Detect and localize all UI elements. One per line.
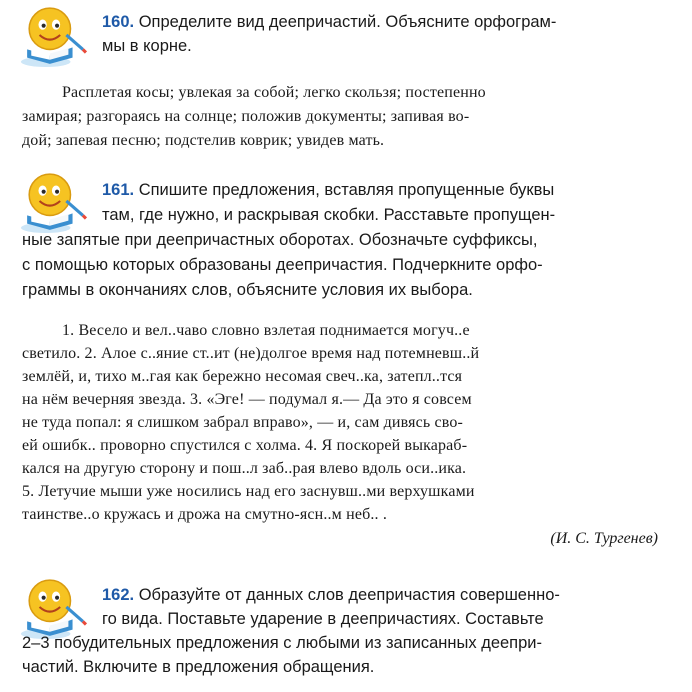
text-line: не туда попал: я слишком забрал вправо», — и, сам дивясь сво- <box>22 414 463 431</box>
task-line: там, где нужно, и раскрывая скобки. Расставьте пропущен- <box>102 206 556 224</box>
task-line: с помощью которых образованы деепричастия. Подчеркните орфо- <box>22 256 543 274</box>
text-line: кался на другую сторону и пош..л заб..рая влево вдоль оси..ика. <box>22 460 467 477</box>
task-line: 160. Определите вид деепричастий. Объясните орфограм- <box>102 13 557 31</box>
text-line: 1. Весело и вел..чаво словно взлетая поднимается могуч..е <box>62 322 470 339</box>
text-line: таинстве..о кружась и дрожа на смутно-ясн..м неб.. . <box>22 506 387 523</box>
text-line: дой; запевая песню; подстелив коврик; увидев мать. <box>22 132 385 149</box>
exercise-number: 161 <box>102 181 130 199</box>
text-line: на нём вечерняя звезда. 3. «Эге! — подумал я.— Да это я совсем <box>22 391 472 408</box>
task-line: граммы в окончаниях слов, объясните условия их выбора. <box>22 281 473 299</box>
task-line: мы в корне. <box>102 37 192 55</box>
task-line: го вида. Поставьте ударение в деепричастиях. Составьте <box>102 610 544 628</box>
text-line: светило. 2. Алое с..яние ст..ит (не)долгое время над потемневш..й <box>22 345 480 362</box>
smiling-sun-reading-icon <box>18 170 92 234</box>
task-line: 2–3 побудительных предложения с любыми из записанных деепри- <box>22 634 543 652</box>
text-line: ей ошибк.. проворно спустился с холма. 4. Я поскорей выкараб- <box>22 437 468 454</box>
exercise-number: 162 <box>102 586 130 604</box>
task-line: ные запятые при деепричастных оборотах. Обозначьте суффиксы, <box>22 231 538 249</box>
text-line: землёй, и, тихо м..гая как бережно несомая свеч..ка, затепл..тся <box>22 368 463 385</box>
text-line: 5. Летучие мыши уже носились над его заснувш..ми верхушками <box>22 483 475 500</box>
text-line: Расплетая косы; увлекая за собой; легко скользя; постепенно <box>62 84 486 101</box>
task-line: 162. Образуйте от данных слов деепричастия совершенно- <box>102 586 560 604</box>
author-attribution: (И. С. Тургенев) <box>550 530 658 547</box>
task-line: частий. Включите в предложения обращения. <box>22 658 375 676</box>
smiling-sun-reading-icon <box>18 4 92 68</box>
task-line: 161. Спишите предложения, вставляя пропущенные буквы <box>102 181 555 199</box>
text-line: замирая; разгораясь на солнце; положив документы; запивая во- <box>22 108 470 125</box>
exercise-number: 160 <box>102 13 130 31</box>
